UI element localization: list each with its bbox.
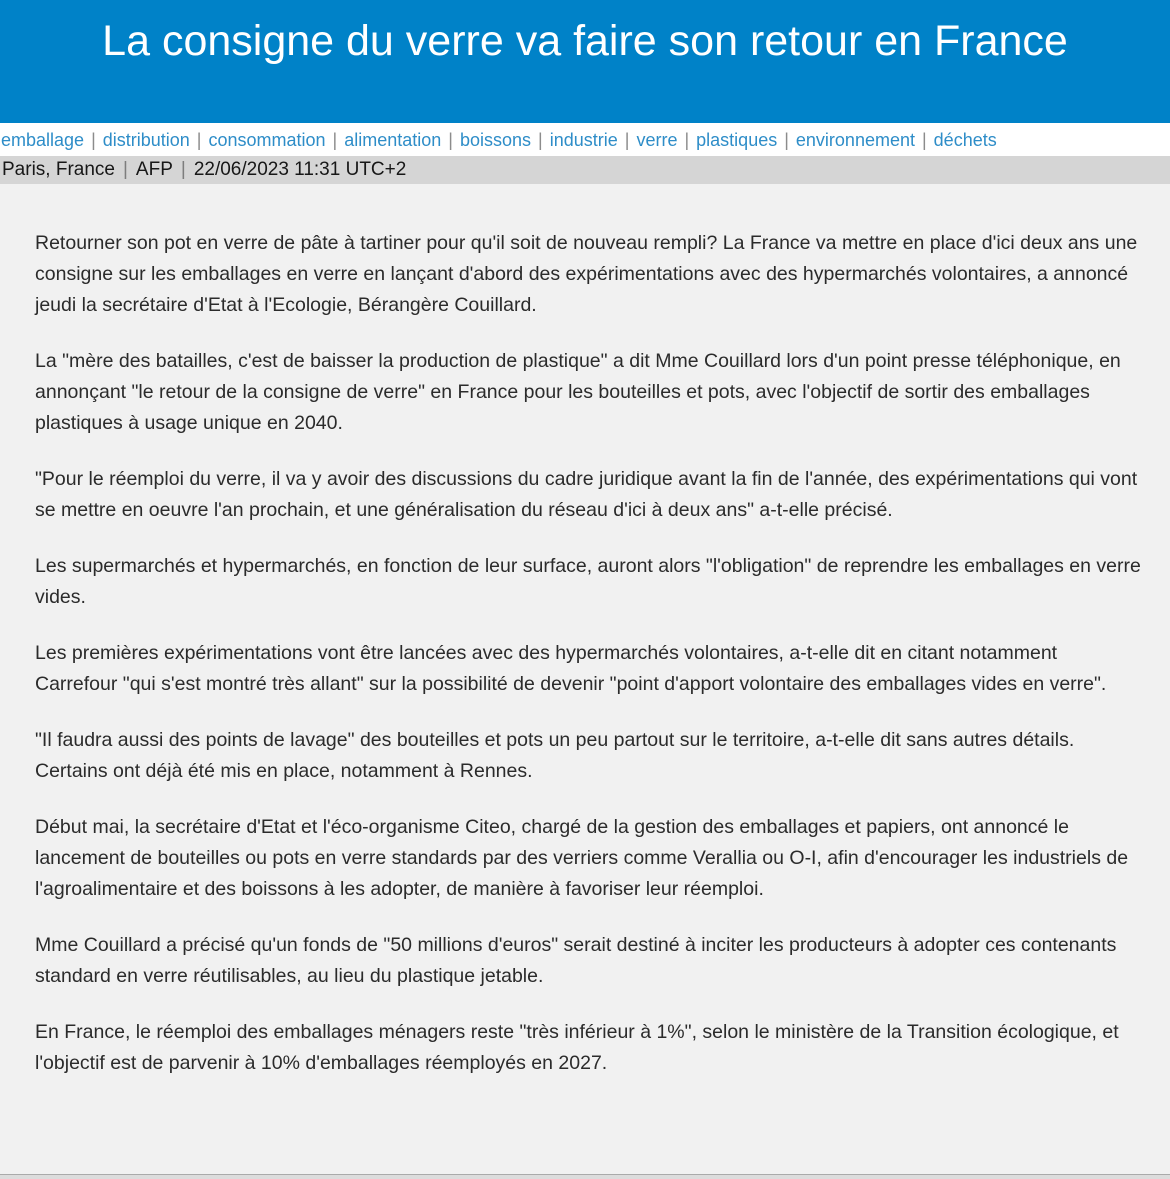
dateline-bar xyxy=(0,156,1170,184)
tag-alimentation[interactable]: alimentation xyxy=(344,130,442,150)
article-paragraph: "Il faudra aussi des points de lavage" des bouteilles et pots un peu partout sur le territoire, a-t-elle dit sans autres détails. Certains ont déjà été mis en place, notamment à Rennes. xyxy=(35,729,1075,782)
article-paragraph: Début mai, la secrétaire d'Etat et l'éco-organisme Citeo, chargé de la gestion des emballages et papiers, ont annoncé le lancement de bouteilles ou pots en verre standards par des verriers comme Verallia ou O-I, afin d'encourager les industriels de l'agroalimentaire et des boissons à les adopter, de manière à favoriser leur réemploi. xyxy=(35,816,1129,900)
page-title: La consigne du verre va faire son retour en France xyxy=(102,17,1068,65)
tag-separator: | xyxy=(538,130,543,150)
article-paragraph: Les supermarchés et hypermarchés, en fonction de leur surface, auront alors "l'obligation" de reprendre les emballages en verre vides. xyxy=(35,555,1141,608)
dateline-separator: | xyxy=(180,159,186,180)
article-header xyxy=(0,0,1170,123)
article-paragraph: Mme Couillard a précisé qu'un fonds de "50 millions d'euros" serait destiné à inciter les producteurs à adopter ces contenants standard en verre réutilisables, au lieu du plastique jetable. xyxy=(35,934,1117,987)
bottom-divider xyxy=(0,1174,1170,1179)
tag-environnement[interactable]: environnement xyxy=(795,130,915,150)
tag-industrie[interactable]: industrie xyxy=(549,130,618,150)
tag-distribution[interactable]: distribution xyxy=(102,130,190,150)
tag-dechets[interactable]: déchets xyxy=(933,130,997,150)
article-body xyxy=(0,184,1170,1079)
tag-separator: | xyxy=(332,130,338,150)
tag-separator: | xyxy=(448,130,453,150)
tag-separator: | xyxy=(684,130,690,150)
tag-consommation[interactable]: consommation xyxy=(208,130,326,150)
tag-separator: | xyxy=(91,130,96,150)
dateline-location: Paris, France xyxy=(2,159,115,180)
tag-separator: | xyxy=(196,130,202,150)
tag-boissons[interactable]: boissons xyxy=(459,130,532,150)
article-paragraph: En France, le réemploi des emballages ménagers reste "très inférieur à 1%", selon le ministère de la Transition écologique, et l'objectif est de parvenir à 10% d'emballages réemployés en 2027. xyxy=(35,1021,1119,1074)
article-paragraph: La "mère des batailles, c'est de baisser la production de plastique" a dit Mme Couillard lors d'un point presse téléphonique, en annonçant "le retour de la consigne de verre" en France pour les bouteilles et pots, avec l'objectif de sortir des emballages plastiques à usage unique en 2040. xyxy=(35,350,1121,434)
tag-separator: | xyxy=(921,130,927,150)
dateline-agency: AFP xyxy=(135,159,173,180)
article-paragraph: Retourner son pot en verre de pâte à tartiner pour qu'il soit de nouveau rempli? La France va mettre en place d'ici deux ans une consigne sur les emballages en verre en lançant d'abord des expérimentations avec des hypermarchés volontaires, a annoncé jeudi la secrétaire d'Etat à l'Ecologie, Bérangère Couillard. xyxy=(35,232,1138,316)
dateline-separator: | xyxy=(122,159,128,180)
tag-separator: | xyxy=(784,130,789,150)
tag-separator: | xyxy=(624,130,630,150)
article-paragraph: Les premières expérimentations vont être lancées avec des hypermarchés volontaires, a-t-elle dit en citant notamment Carrefour "qui s'est montré très allant" sur la possibilité de devenir "point d'apport volontaire des emballages vides en verre". xyxy=(35,642,1107,695)
tag-verre[interactable]: verre xyxy=(636,130,678,150)
tag-plastiques[interactable]: plastiques xyxy=(696,130,778,150)
article-paragraph: "Pour le réemploi du verre, il va y avoir des discussions du cadre juridique avant la fin de l'année, des expérimentations qui vont se mettre en oeuvre l'an prochain, et une généralisation du réseau d'ici à deux ans" a-t-elle précisé. xyxy=(35,468,1138,521)
dateline-datetime: 22/06/2023 11:31 UTC+2 xyxy=(193,159,407,180)
tags-bar xyxy=(0,123,1170,156)
tag-emballage[interactable]: emballage xyxy=(1,130,85,150)
